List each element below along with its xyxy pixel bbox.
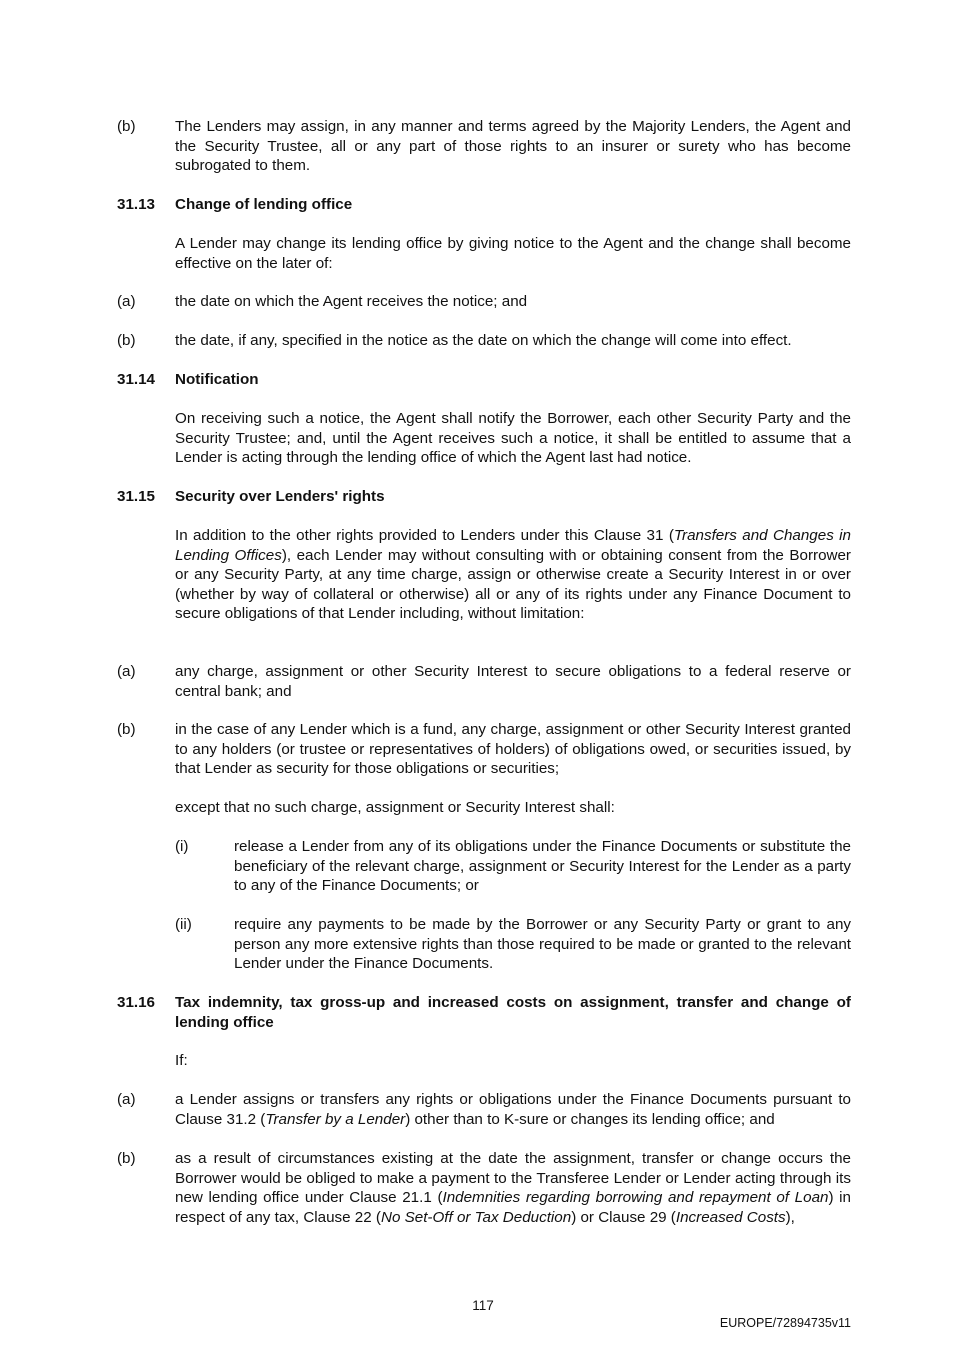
text-part: ), [785,1208,795,1226]
section-title: Change of lending office [175,196,353,213]
section-title: Notification [175,371,259,388]
paragraph-text: The Lenders may assign, in any manner and terms agreed by the Majority Lenders, the Agent and the Security Trustee, all or any part of those rights to an insurer or surety who has become subrogated to them. [175,118,851,174]
list-text: the date, if any, specified in the notice as the date on which the change will come into effect. [175,332,792,349]
list-text: in the case of any Lender which is a fund, any charge, assignment or other Security Interest granted to any holders (or trustee or representatives of holders) of obligations owed, or securities issued, by that Lender as security for those obligations or securities; [175,721,851,777]
list-label: (b) [117,332,136,349]
section-title: Security over Lenders' rights [175,488,385,505]
list-label: (a) [117,1091,136,1108]
text-part: as a result of circumstances existing at the date the assignment, transfer or change occurs the Borrower would be obliged to make a payment to the Transferee Lender or Lender acting through its new lending office under Clause 21.1 ( [175,1150,851,1206]
list-label: (ii) [175,916,192,933]
text-part: ) or Clause 29 ( [571,1208,676,1226]
section-number: 31.13 [117,196,156,213]
section-number: 31.15 [117,488,156,505]
text-part: a Lender assigns or transfers any rights or obligations under the Finance Documents pursuant to Clause 31.2 ( [175,1091,851,1128]
clause-reference: No Set-Off or Tax Deduction [380,1208,572,1226]
list-label: (b) [117,1150,136,1167]
section-heading-31-14 [117,370,851,390]
section-intro [175,526,851,624]
section-text: On receiving such a notice, the Agent shall notify the Borrower, each other Security Party and the Security Trustee; and, until the Agent receives such a notice, it shall be entitled to assume that a Lender is acting through the lending office of which the Agent last had notice. [175,410,851,466]
text-part: ) other than to K-sure or changes its lending office; and [405,1110,775,1128]
list-label: (a) [117,293,136,310]
text-part: ) in respect of any tax, Clause 22 ( [175,1189,851,1226]
intro-part: In addition to the other rights provided to Lenders under this Clause 31 ( [175,527,674,544]
clause-reference: Transfers and Changes in Lending Offices [175,527,852,564]
list-item-b [117,720,851,779]
list-text [175,1090,851,1129]
list-text: require any payments to be made by the Borrower or any Security Party or grant to any person any more extensive rights than those required to be made or granted to the relevant Lender under the Finance Documents. [234,916,851,972]
section-heading-31-13 [117,195,851,215]
list-label: (a) [117,663,136,680]
list-item-b [117,1149,851,1227]
list-item-a [117,1090,851,1129]
list-text: release a Lender from any of its obligations under the Finance Documents or substitute the beneficiary of the relevant charge, assignment or Security Interest for the Lender as a party to any of the Finance Documents; or [234,838,851,894]
list-text [175,1149,851,1227]
sub-item-i [175,837,851,896]
list-label: (b) [117,721,136,738]
section-number: 31.14 [117,371,156,388]
section-number: 31.16 [117,994,156,1011]
list-label: (i) [175,838,189,855]
list-item-a [117,662,851,701]
list-text: the date on which the Agent receives the notice; and [175,293,528,310]
list-label: (b) [117,118,136,135]
list-item-b [117,331,851,351]
intro-part: ), each Lender may without consulting with or obtaining consent from the Borrower or any Security Party, at any time charge, assign or otherwise create a Security Interest in or over (whether by way of collateral or otherwise) all or any of its rights under any Finance Document to secure obligations of that Lender including, without limitation: [175,546,851,622]
section-intro: If: [175,1052,188,1069]
list-text: any charge, assignment or other Security Interest to secure obligations to a federal reserve or central bank; and [175,663,851,700]
paragraph-b-assign [117,117,851,176]
document-reference: EUROPE/72894735v11 [719,1316,851,1330]
clause-reference: Transfer by a Lender [265,1110,406,1128]
section-title: Tax indemnity, tax gross-up and increased costs on assignment, transfer and change of lending office [175,994,851,1031]
clause-reference: Increased Costs [675,1208,786,1226]
page-number: 117 [472,1298,494,1313]
section-heading-31-16 [117,993,851,1032]
section-heading-31-15 [117,487,851,507]
sub-item-ii [175,915,851,974]
list-item-a [117,292,851,312]
except-clause: except that no such charge, assignment or Security Interest shall: [175,799,615,816]
clause-reference: Indemnities regarding borrowing and repayment of Loan [442,1189,829,1206]
section-intro: A Lender may change its lending office by giving notice to the Agent and the change shall become effective on the later of: [175,235,851,272]
